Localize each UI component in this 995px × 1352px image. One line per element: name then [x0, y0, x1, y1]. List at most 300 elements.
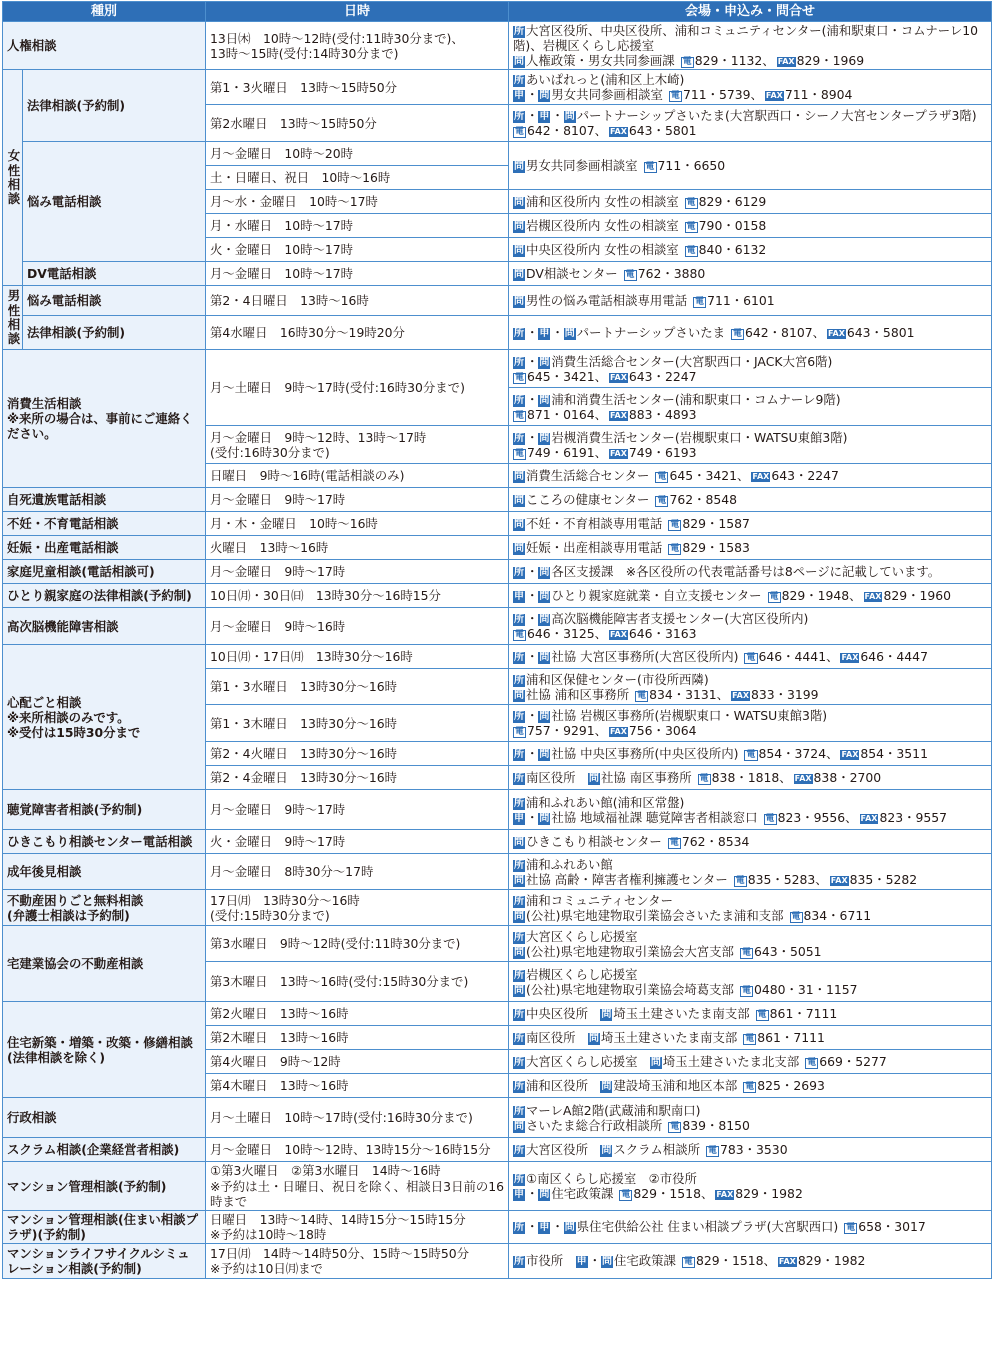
- phone-icon: 電: [670, 544, 680, 555]
- venue-text: (公社)県宅地建物取引業協会さいたま浦和支部: [526, 907, 784, 923]
- venue-line: [513, 445, 987, 460]
- venue-cell: [509, 1162, 992, 1210]
- venue-text: 社協 大宮区事務所(大宮区役所内): [551, 649, 739, 665]
- phone-icon: 電: [746, 750, 756, 761]
- venue-line: 所 ・問 高次脳機能障害者支援センター(大宮区役所内): [514, 611, 809, 627]
- venue-marker-icon: 所: [514, 1057, 525, 1069]
- schedule-cell: [206, 645, 509, 669]
- schedule-line: 第1・3火曜日 13時～15時50分: [210, 79, 397, 95]
- phone-number: 840・6132: [698, 242, 767, 258]
- schedule-cell: [206, 190, 509, 214]
- consultation-type: [3, 1162, 206, 1210]
- venue-text: 埼玉土建さいたま南支部: [613, 1006, 750, 1022]
- schedule-line: ※予約は土・日曜日、祝日を除く、相談日3日前の16時まで: [210, 1178, 505, 1209]
- fax-number: 756・3064: [628, 723, 697, 739]
- phone-number: 825・2693: [757, 1078, 825, 1094]
- venue-text: (公社)県宅地建物取引業協会大宮支部: [526, 943, 734, 959]
- inquiry-marker-icon: 問: [539, 356, 550, 368]
- phone-icon: 電: [670, 91, 680, 102]
- phone-icon: 電: [741, 947, 751, 958]
- venue-text: 建設埼玉浦和地区本部: [613, 1078, 738, 1094]
- schedule-line: 月～金曜日 8時30分～17時: [210, 864, 374, 880]
- apply-marker-icon: 申: [514, 812, 525, 824]
- venue-text: 社協 浦和区事務所: [526, 686, 630, 702]
- schedule-cell: [206, 1210, 509, 1243]
- venue-cell: [509, 830, 992, 854]
- schedule-line: (受付:15時30分まで): [210, 907, 330, 923]
- venue-cell: [509, 286, 992, 316]
- consultation-type: [3, 536, 206, 560]
- venue-line: 所 ・問 岩槻消費生活センター(岩槻駅東口・WATSU東館3階): [514, 429, 848, 445]
- schedule-line: 第2・4日曜日 13時～16時: [210, 293, 369, 309]
- table-row: [3, 262, 992, 286]
- venue-text: 社協 地域福祉課 聴覚障害者相談窓口: [551, 809, 758, 825]
- venue-marker-icon: 所: [514, 328, 525, 340]
- venue-line: 所 市役所 申 ・問 住宅政策課 電 829・1518、 FAX 829・1982: [514, 1253, 866, 1269]
- schedule-cell: [206, 166, 509, 190]
- schedule-cell: [206, 1074, 509, 1098]
- schedule-line: 日曜日 9時～16時(電話相談のみ): [210, 468, 405, 484]
- phone-number: 871・0164、: [527, 406, 607, 422]
- venue-line: [513, 908, 987, 923]
- consultation-type-label: 住宅新築・増築・改築・修繕相談 (法律相談を除く): [7, 1034, 193, 1065]
- schedule-cell: [206, 1138, 509, 1162]
- schedule-cell: [206, 464, 509, 488]
- inquiry-marker-icon: 問: [514, 471, 525, 483]
- schedule-cell: [206, 142, 509, 166]
- consultation-type: [3, 1244, 206, 1279]
- venue-line: 所 ・申 ・問 パートナーシップさいたま 電 642・8107、 FAX 643・5801: [514, 325, 915, 341]
- consultation-type: [3, 890, 206, 926]
- table-row: [3, 22, 992, 70]
- venue-text: 社協 中央区事務所(中央区役所内): [551, 746, 739, 762]
- schedule-line: 第2木曜日 13時～16時: [210, 1030, 349, 1046]
- apply-marker-icon: 申: [539, 1222, 550, 1234]
- phone-icon: 電: [757, 1010, 767, 1021]
- venue-marker-icon: 所: [514, 652, 525, 664]
- venue-cell: [509, 669, 992, 705]
- venue-cell: [509, 464, 992, 488]
- consultation-type: [3, 22, 206, 70]
- group-label: [3, 70, 23, 286]
- venue-text: 人権政策・男女共同参画課: [526, 53, 675, 69]
- venue-text: 県住宅供給公社 住まい相談プラザ(大宮駅西口): [576, 1219, 839, 1235]
- schedule-cell: [206, 426, 509, 464]
- consultation-type-label: マンション管理相談(住まい相談プラザ)(予約制): [7, 1211, 198, 1242]
- venue-text: 岩槻区役所内 女性の相談室: [526, 218, 679, 234]
- fax-number: 854・3511: [860, 746, 928, 762]
- venue-cell: [509, 962, 992, 1002]
- schedule-cell: [206, 105, 509, 142]
- inquiry-marker-icon: 問: [539, 394, 550, 406]
- venue-text: マーレA館2階(武蔵浦和駅南口): [526, 1102, 701, 1118]
- venue-line: [513, 1142, 987, 1157]
- consultation-type: [3, 560, 206, 584]
- schedule-cell: [206, 1098, 509, 1138]
- venue-cell: [509, 426, 992, 464]
- table-row: [3, 536, 992, 560]
- venue-cell: [509, 105, 992, 142]
- consultation-type-label: 行政相談: [7, 1110, 57, 1126]
- phone-number: 829・1587: [682, 516, 750, 532]
- schedule-cell: [206, 584, 509, 608]
- venue-marker-icon: 所: [514, 859, 525, 871]
- venue-line: 申 ・問 ひとり親家庭就業・自立支援センター 電 829・1948、 FAX 829・1960: [514, 588, 952, 604]
- venue-line: [513, 1030, 987, 1045]
- table-row: [3, 1098, 992, 1138]
- group-label: [3, 286, 23, 350]
- fax-icon: FAX: [830, 875, 848, 885]
- schedule-cell: [206, 854, 509, 890]
- schedule-cell: [206, 214, 509, 238]
- fax-icon: FAX: [777, 57, 795, 67]
- phone-icon: 電: [699, 774, 709, 785]
- inquiry-marker-icon: 問: [539, 567, 550, 579]
- venue-line: [513, 944, 987, 959]
- venue-text: 埼玉土建さいたま北支部: [662, 1054, 800, 1070]
- inquiry-marker-icon: 問: [539, 591, 550, 603]
- fax-icon: FAX: [610, 372, 627, 382]
- consultation-type: [3, 790, 206, 830]
- table-row: [3, 926, 992, 962]
- venue-line: [513, 516, 987, 531]
- fax-number: 643・5801: [628, 123, 697, 139]
- schedule-line: 火・金曜日 10時～17時: [210, 242, 354, 258]
- venue-marker-icon: 所: [514, 614, 525, 626]
- venue-cell: [509, 584, 992, 608]
- table-row: [3, 560, 992, 584]
- venue-line: [513, 1103, 987, 1118]
- schedule-line: 日曜日 13時～14時、14時15分～15時15分: [210, 1211, 466, 1227]
- venue-line: 所 ・問 各区支援課 ※各区役所の代表電話番号は8ページに記載しています。: [514, 564, 941, 580]
- schedule-cell: [206, 705, 509, 742]
- venue-cell: [509, 512, 992, 536]
- schedule-line: 第2火曜日 13時～16時: [210, 1006, 349, 1022]
- venue-line: [513, 687, 987, 702]
- table-row: [3, 512, 992, 536]
- inquiry-marker-icon: 問: [514, 874, 525, 886]
- schedule-cell: [206, 669, 509, 705]
- phone-icon: 電: [695, 297, 705, 308]
- venue-line: [513, 672, 987, 687]
- phone-number: 790・0158: [698, 218, 767, 234]
- phone-icon: 電: [735, 875, 745, 886]
- header-row: [3, 2, 992, 22]
- fax-number: 829・1982: [797, 1253, 866, 1269]
- venue-line: [513, 723, 987, 738]
- phone-number: 711・5739、: [682, 87, 763, 103]
- table-row: [3, 890, 992, 926]
- schedule-cell: [206, 286, 509, 316]
- consultation-type-label: 聴覚障害者相談(予約制): [7, 802, 143, 818]
- phone-icon: 電: [707, 1146, 717, 1157]
- consultation-type: [23, 286, 206, 316]
- fax-icon: FAX: [610, 448, 627, 458]
- venue-line: [513, 407, 987, 422]
- venue-cell: [509, 608, 992, 645]
- venue-marker-icon: 所: [514, 1033, 525, 1045]
- venue-marker-icon: 所: [514, 1105, 525, 1117]
- schedule-line: 17日㈪ 13時30分～16時: [210, 892, 360, 908]
- phone-icon: 電: [657, 496, 667, 507]
- schedule-line: 月～金曜日 10時～17時: [210, 266, 354, 282]
- consultation-type: [3, 645, 206, 790]
- schedule-cell: [206, 830, 509, 854]
- venue-text: こころの健康センター: [526, 492, 650, 508]
- phone-icon: 電: [741, 985, 751, 996]
- venue-text: 浦和コミュニティセンター: [526, 892, 673, 908]
- consultation-type: [3, 1138, 206, 1162]
- venue-marker-icon: 所: [514, 674, 525, 686]
- consultation-type: [3, 1098, 206, 1138]
- venue-cell: [509, 1244, 992, 1279]
- phone-number: 835・5283、: [747, 871, 828, 887]
- venue-line: 申 ・問 社協 地域福祉課 聴覚障害者相談窓口 電 823・9556、 FAX 823・9557: [514, 809, 948, 825]
- schedule-cell: [206, 536, 509, 560]
- venue-cell: [509, 645, 992, 669]
- phone-icon: 電: [686, 246, 696, 257]
- schedule-line: 月～土曜日 9時～17時(受付:16時30分まで): [210, 380, 465, 396]
- venue-marker-icon: 所: [514, 1222, 525, 1234]
- venue-text: 浦和ふれあい館: [526, 856, 613, 872]
- schedule-cell: [206, 766, 509, 790]
- fax-number: 829・1969: [796, 53, 865, 69]
- consultation-type-label: 悩み電話相談: [27, 293, 102, 309]
- venue-marker-icon: 所: [514, 895, 525, 907]
- venue-text: ①南区くらし応援室 ②市役所: [526, 1170, 697, 1186]
- venue-text: 大宮区役所: [526, 1142, 601, 1158]
- phone-icon: 電: [515, 410, 525, 421]
- inquiry-marker-icon: 問: [514, 689, 525, 701]
- phone-number: 861・7111: [757, 1030, 825, 1046]
- consultation-schedule: [2, 1, 993, 1279]
- venue-text: 中央区役所: [526, 1006, 601, 1022]
- inquiry-marker-icon: 問: [539, 749, 550, 761]
- phone-number: 642・8107、: [527, 123, 607, 139]
- venue-marker-icon: 所: [514, 969, 525, 981]
- phone-icon: 電: [745, 1082, 755, 1093]
- table-row: [3, 350, 992, 388]
- phone-icon: 電: [791, 911, 801, 922]
- phone-number: 829・1518、: [633, 1186, 714, 1202]
- phone-number: 762・8534: [681, 834, 750, 850]
- phone-icon: 電: [515, 127, 525, 138]
- consultation-type-label: 人権相談: [7, 38, 57, 54]
- phone-icon: 電: [637, 690, 647, 701]
- phone-icon: 電: [515, 630, 525, 641]
- venue-cell: [509, 238, 992, 262]
- consultation-type: [3, 1210, 206, 1243]
- venue-line: [513, 492, 987, 507]
- consultation-type: [3, 584, 206, 608]
- venue-marker-icon: 所: [514, 394, 525, 406]
- phone-number: 762・8548: [669, 492, 738, 508]
- venue-cell: [509, 766, 992, 790]
- schedule-line: 第3木曜日 13時～16時(受付:15時30分まで): [210, 974, 469, 990]
- phone-icon: 電: [686, 222, 696, 233]
- fax-number: 646・4447: [860, 649, 928, 665]
- schedule-line: 月～金曜日 9時～17時: [210, 802, 346, 818]
- consultation-type-label: 妊娠・出産電話相談: [7, 540, 119, 556]
- schedule-line: 火曜日 13時～16時: [210, 540, 329, 556]
- schedule-line: ※予約は10時～18時: [210, 1226, 327, 1242]
- venue-text: パートナーシップさいたま(大宮駅西口・シーノ大宮センタープラザ3階): [576, 108, 977, 124]
- venue-line: [513, 540, 987, 555]
- schedule-line: 第1・3水曜日 13時30分～16時: [210, 679, 397, 695]
- schedule-line: 月～金曜日 10時～20時: [210, 146, 354, 162]
- table-row: [3, 286, 992, 316]
- venue-cell: [509, 488, 992, 512]
- fax-number: 643・2247: [628, 368, 697, 384]
- venue-line: [513, 23, 987, 53]
- consultation-type: [3, 488, 206, 512]
- consultation-type-label: 法律相談(予約制): [27, 325, 126, 341]
- venue-marker-icon: 所: [514, 797, 525, 809]
- venue-line: [513, 369, 987, 384]
- phone-number: 643・5051: [753, 943, 822, 959]
- schedule-line: 月～金曜日 10時～12時、13時15分～16時15分: [210, 1142, 491, 1158]
- consultation-type-label: 心配ごと相談 ※来所相談のみです。 ※受付は15時30分まで: [7, 694, 141, 740]
- fax-icon: FAX: [610, 127, 627, 137]
- inquiry-marker-icon: 問: [514, 221, 525, 233]
- phone-icon: 電: [625, 270, 635, 281]
- venue-line: [513, 1054, 987, 1069]
- table-row: [3, 1138, 992, 1162]
- phone-number: 646・4441、: [758, 649, 839, 665]
- schedule-line: 第4木曜日 13時～16時: [210, 1078, 349, 1094]
- phone-icon: 電: [765, 813, 775, 824]
- venue-text: 中央区役所内 女性の相談室: [526, 242, 679, 258]
- fax-number: 643・2247: [771, 468, 839, 484]
- table-row: [3, 316, 992, 350]
- phone-number: 0480・31・1157: [753, 981, 858, 997]
- inquiry-marker-icon: 問: [514, 519, 525, 531]
- venue-line: [513, 1078, 987, 1093]
- consultation-type-label: 不動産困りごと無料相談 (弁護士相談は予約制): [7, 892, 144, 923]
- header-datetime: 日時: [206, 2, 509, 22]
- phone-number: 642・8107、: [745, 325, 825, 341]
- header-venue: 会場・申込み・問合せ: [509, 2, 992, 22]
- venue-text: DV相談センター: [526, 266, 618, 282]
- venue-line: [513, 158, 987, 173]
- fax-number: 643・5801: [846, 325, 915, 341]
- schedule-line: 第1・3木曜日 13時30分～16時: [210, 715, 397, 731]
- fax-icon: FAX: [778, 1257, 796, 1267]
- phone-number: 783・3530: [720, 1142, 788, 1158]
- phone-icon: 電: [515, 727, 525, 738]
- consultation-type: [23, 70, 206, 142]
- venue-line: 申 ・問 住宅政策課 電 829・1518、 FAX 829・1982: [514, 1186, 803, 1202]
- inquiry-marker-icon: 問: [514, 161, 525, 173]
- venue-cell: [509, 1138, 992, 1162]
- phone-icon: 電: [657, 472, 667, 483]
- inquiry-marker-icon: 問: [514, 245, 525, 257]
- venue-text: 埼玉土建さいたま南支部: [600, 1030, 738, 1046]
- inquiry-marker-icon: 問: [539, 90, 550, 102]
- inquiry-marker-icon: 問: [601, 1256, 612, 1268]
- fax-icon: FAX: [610, 410, 627, 420]
- consultation-type-label: 成年後見相談: [7, 864, 82, 880]
- venue-text: 社協 岩槻区事務所(岩槻駅東口・WATSU東館3階): [551, 708, 828, 724]
- consultation-type-label: ひきこもり相談センター電話相談: [7, 834, 193, 850]
- venue-text: ひとり親家庭就業・自立支援センター: [551, 588, 762, 604]
- schedule-cell: [206, 1002, 509, 1026]
- venue-line: [513, 834, 987, 849]
- venue-marker-icon: 所: [514, 931, 525, 943]
- inquiry-marker-icon: 問: [514, 910, 525, 922]
- fax-number: 883・4893: [628, 406, 697, 422]
- venue-cell: [509, 190, 992, 214]
- schedule-line: 第2水曜日 13時～15時50分: [210, 115, 377, 131]
- consultation-type: [23, 142, 206, 262]
- venue-line: [513, 194, 987, 209]
- venue-cell: [509, 1050, 992, 1074]
- fax-number: 646・3163: [628, 626, 697, 642]
- apply-marker-icon: 申: [514, 90, 525, 102]
- fax-number: 838・2700: [813, 770, 882, 786]
- phone-number: 834・3131、: [649, 686, 730, 702]
- venue-cell: [509, 705, 992, 742]
- venue-cell: [509, 142, 992, 190]
- phone-icon: 電: [683, 1257, 693, 1268]
- phone-number: 838・1818、: [711, 770, 792, 786]
- venue-line: [513, 218, 987, 233]
- venue-cell: [509, 262, 992, 286]
- venue-marker-icon: 所: [514, 1009, 525, 1021]
- venue-text: 浦和区役所内 女性の相談室: [526, 194, 679, 210]
- venue-cell: [509, 560, 992, 584]
- venue-line: [513, 1006, 987, 1021]
- venue-text: 高次脳機能障害者支援センター(大宮区役所内): [551, 611, 809, 627]
- phone-number: 645・3421、: [527, 368, 607, 384]
- inquiry-marker-icon: 問: [601, 1081, 612, 1093]
- venue-marker-icon: 所: [514, 773, 525, 785]
- venue-cell: [509, 388, 992, 426]
- consultation-type: [3, 830, 206, 854]
- venue-text: 住宅政策課: [551, 1186, 614, 1202]
- venue-cell: [509, 70, 992, 105]
- phone-icon: 電: [515, 448, 525, 459]
- venue-text: 妊娠・出産相談専用電話: [526, 540, 663, 556]
- consultation-type-label: マンション管理相談(予約制): [7, 1178, 167, 1194]
- inquiry-marker-icon: 問: [514, 984, 525, 996]
- venue-cell: [509, 890, 992, 926]
- venue-marker-icon: 所: [514, 1173, 525, 1185]
- consultation-type-label: マンションライフサイクルシミュレーション相談(予約制): [7, 1245, 190, 1276]
- schedule-line: 月～金曜日 9時～12時、13時～17時: [210, 429, 427, 445]
- schedule-line: 月～金曜日 9時～17時: [210, 564, 346, 580]
- venue-text: 南区役所: [526, 770, 588, 786]
- phone-icon: 電: [733, 329, 743, 340]
- table-row: [3, 1162, 992, 1210]
- venue-text: さいたま総合行政相談所: [526, 1117, 663, 1133]
- schedule-cell: [206, 926, 509, 962]
- group-label-text: 男性相談: [7, 288, 21, 347]
- consultation-type-label: 家庭児童相談(電話相談可): [7, 564, 155, 580]
- fax-number: 749・6193: [628, 444, 697, 460]
- header-type: 種別: [3, 2, 206, 22]
- schedule-cell: [206, 350, 509, 426]
- phone-number: 829・1948、: [781, 588, 862, 604]
- schedule-line: 月・木・金曜日 10時～16時: [210, 516, 378, 532]
- venue-line: 所 ・問 社協 岩槻区事務所(岩槻駅東口・WATSU東館3階): [514, 708, 828, 724]
- venue-text: ひきこもり相談センター: [526, 834, 662, 850]
- phone-icon: 電: [746, 653, 756, 664]
- schedule-line: 月～金曜日 9時～16時: [210, 618, 346, 634]
- venue-cell: [509, 1098, 992, 1138]
- phone-number: 829・1132、: [694, 53, 775, 69]
- consultation-type-label: 不妊・不育電話相談: [7, 516, 119, 532]
